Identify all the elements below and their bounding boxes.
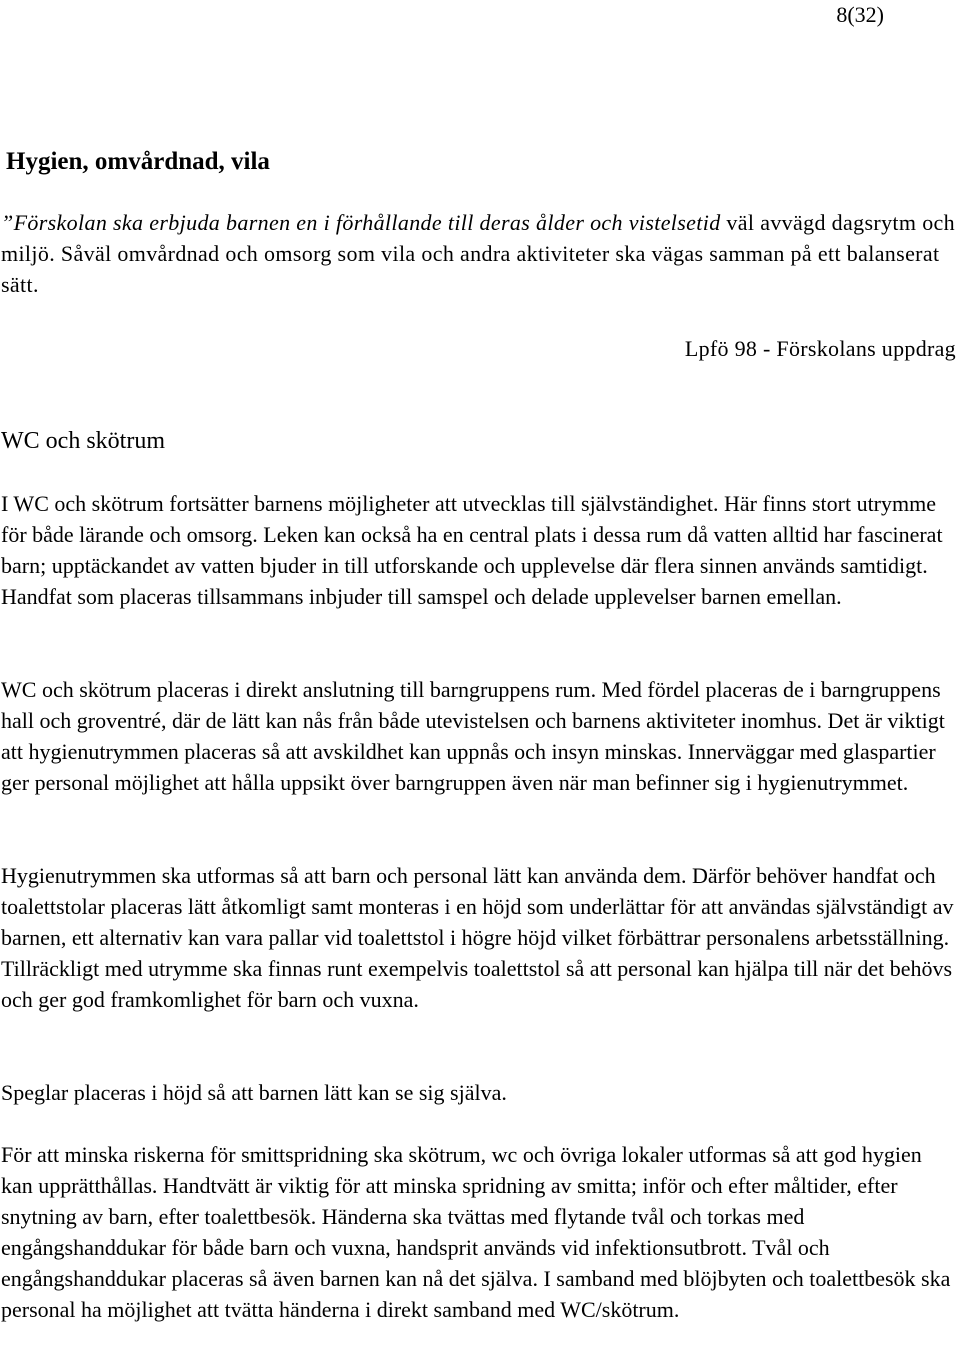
quote-italic-text: ”Förskolan ska erbjuda barnen en i förhållande till deras ålder och vistelsetid (1, 210, 721, 235)
section-title: Hygien, omvårdnad, vila (6, 148, 270, 175)
curriculum-quote (1, 207, 959, 300)
quote-source: Lpfö 98 - Förskolans uppdrag (684, 336, 956, 361)
paragraph-hygiene: För att minska riskerna för smittspridning ska skötrum, wc och övriga lokaler utformas så att god hygien kan upprätthållas. Handtvätt är viktig för att minska spridning av smitta; inför och efter måltider, efter snytning av barn, efter toalettbesök. Händerna ska tvättas med flytande tvål och torkas med engångshanddukar för både barn och vuxna, handsprit används vid infektionsutbrott. Tvål och engångshanddukar placeras så även barnen kan nå det själva. I samband med blöjbyten och toalettbesök ska personal ha möjlighet att tvätta händerna i direkt samband med WC/skötrum. (1, 1142, 951, 1322)
paragraph-design: Hygienutrymmen ska utformas så att barn och personal lätt kan använda dem. Därför behöver handfat och toalettstolar placeras lätt åtkomligt samt monteras i en höjd som underlättar för att användas självständigt av barnen, ett alternativ kan vara pallar vid toalettstol i högre höjd vilket förbättrar personalens arbetsställning. Tillräckligt med utrymme ska finnas runt exempelvis toalettstol så att personal kan hjälpa till när det behövs och ger god framkomlighet för barn och vuxna. (1, 863, 954, 1012)
page-number: 8(32) (836, 2, 884, 27)
paragraph-placement: WC och skötrum placeras i direkt anslutning till barngruppens rum. Med fördel placeras de i barngruppens hall och groventré, där de lätt kan nås från både utevistelsen och barnens aktiviteter inomhus. Det är viktigt att hygienutrymmen placeras så att avskildhet kan uppnås och insyn minskas. Innerväggar med glaspartier ger personal möjlighet att hålla uppsikt över barngruppen även när man befinner sig i hygienutrymmet. (1, 677, 945, 795)
paragraph-mirrors: Speglar placeras i höjd så att barnen lätt kan se sig själva. (1, 1080, 507, 1105)
subsection-title: WC och skötrum (1, 428, 165, 454)
quote-text: väl avvägd dagsrytm och miljö. Såväl omvårdnad och omsorg som vila och andra aktiviteter ska vägas samman på ett balanserat sätt. (1, 210, 956, 297)
paragraph-intro: I WC och skötrum fortsätter barnens möjligheter att utvecklas till självständighet. Här finns stort utrymme för både lärande och omsorg. Leken kan också ha en central plats i dessa rum då vatten alltid har fascinerat barn; upptäckandet av vatten bjuder in till utforskande och upplevelse där flera sinnen används samtidigt. Handfat som placeras tillsammans inbjuder till samspel och delade upplevelser barnen emellan. (1, 491, 943, 609)
